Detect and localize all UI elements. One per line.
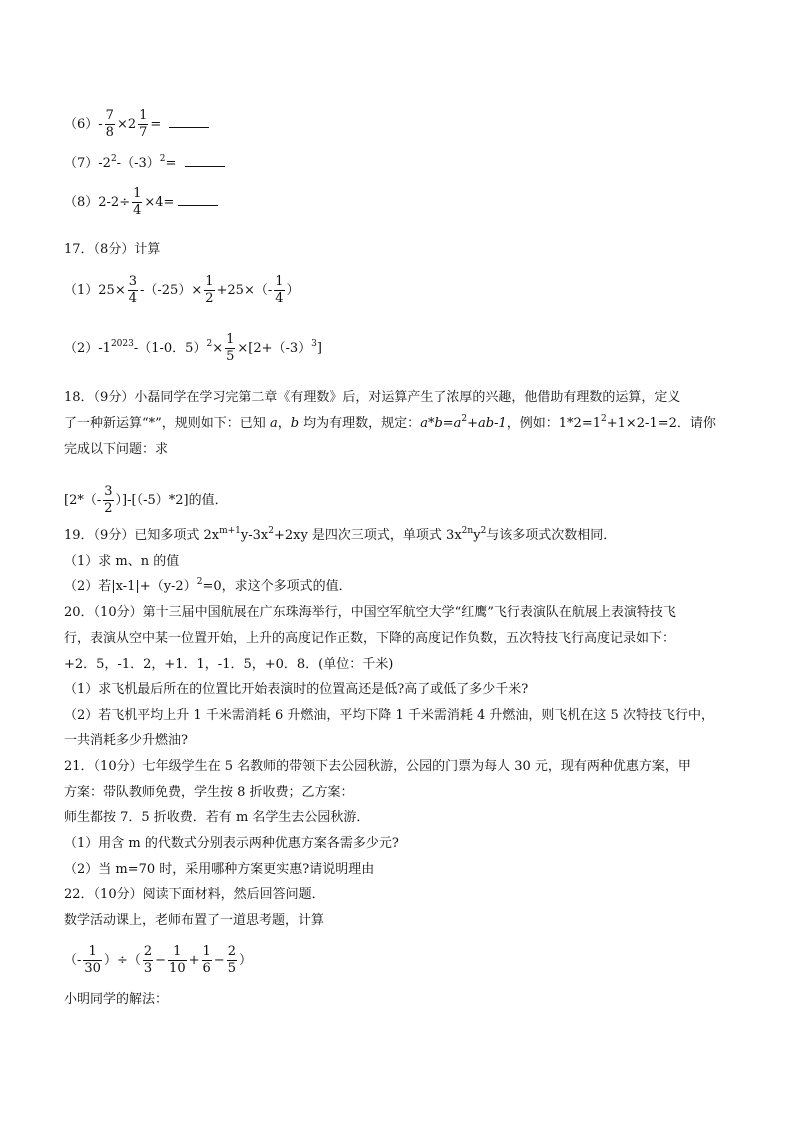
problem-7: $(7)-2^2-(-3)^2=$ [64,154,225,174]
question-22-line-3: 小明同学的解法： [64,992,169,1007]
fraction: $\frac{1}{10}$ [169,944,186,976]
question-20-line-5: （2）若飞机平均上升 1 千米需消耗 6 升燃油，平均下降 1 千米需消耗 4 升燃油，则飞机在这 5 次特技飞行中， [64,708,714,723]
question-21-line-1: 21．（10分）七年级学生在 5 名教师的带领下去公园秋游，公园的门票为每人 30 元，现有两种优惠方案，甲 [64,759,691,774]
question-18-line-4: [2*（- $\frac{3}{2}$ ）]-[（-5）*2]的值． [64,484,228,516]
question-20-line-1: 20．（10分）第十三届中国航展在广东珠海举行，中国空军航空大学“红鹰”飞行表演队在航展上表演特技飞 [64,605,676,620]
problem-6: （6）- $\frac{7}{8}$ ×2 $\frac{1}{7}$ = [64,108,209,141]
answer-blank [185,154,225,167]
answer-blank [178,193,218,206]
question-18-line-1: 18．（9分）小磊同学在学习完第二章《有理数》后，对运算产生了浓厚的兴趣，他借助有理数的运算，定义 [64,390,681,405]
fraction: $\frac{1}{4}$ [275,274,284,306]
question-20-line-4: （1）求飞机最后所在的位置比开始表演时的位置高还是低?高了或低了多少千米? [64,682,529,697]
fraction: $\frac{2}{5}$ [227,944,236,976]
fraction: $\frac{1}{7}$ [139,108,148,140]
question-21-line-3: 师生都按 7．5 折收费．若有 m 名学生去公园秋游． [64,810,370,825]
question-21-line-5: （2）当 m=70 时，采用哪种方案更实惠?请说明理由 [64,862,375,877]
fraction: $\frac{1}{5}$ [226,332,235,364]
question-22-line-2: 数学活动课上，老师布置了一道思考题，计算 [64,913,325,928]
problem-6-label: （6）- [64,117,103,132]
fraction: $\frac{3}{4}$ [128,274,137,306]
fraction: $\frac{1}{30}$ [84,944,101,976]
fraction: $\frac{1}{4}$ [133,186,142,218]
question-17-part-2: $(2)-1^{2023}-(1-0$．5）$^2$× $\frac{1}{5}$ $\times[2+(-3)^3]$ [64,332,322,364]
question-22-expression: （- $\frac{1}{30}$ ）÷（ $\frac{2}{3}$ − $\frac{1}{10}$ + $\frac{1}{6}$ − $\frac{2}{5}$ ） [64,944,252,976]
problem-8: （8）2-2÷ $\frac{1}{4}$ ×4= [64,186,218,219]
fraction: $\frac{1}{6}$ [202,944,211,976]
question-19-line-3: （2）若$|x-1|+(y-2)^2=0$，求这个多项式的值． [64,577,352,594]
question-21-line-4: （1）用含 m 的代数式分别表示两种优惠方案各需多少元? [64,836,399,851]
question-17-part-1: （1）25× $\frac{3}{4}$ -（-25）× $\frac{1}{2}$ +25×（- $\frac{1}{4}$ ） [64,274,300,306]
fraction: $\frac{1}{2}$ [205,274,214,306]
question-22-line-1: 22．（10分）阅读下面材料，然后回答问题． [64,887,325,902]
question-21-line-2: 方案：带队教师免费，学生按 8 折收费；乙方案： [64,785,354,800]
fraction: $\frac{2}{3}$ [143,944,153,976]
question-20-line-2: 行，表演从空中某一位置开始，上升的高度记作正数，下降的高度记作负数，五次特技飞行高度记录如下： [64,631,676,646]
question-19-line-1: 19．（9分）已知多项式 $2x^{m+1}y-3x^2+2xy$ 是四次三项式，单项式 $3x^{2n}y^2$与该多项式次数相同． [64,526,617,543]
question-20-line-3: +2．5，-1．2，+1．1，-1．5，+0．8．(单位：千米) [64,657,394,672]
question-20-line-6: 一共消耗多少升燃油? [64,733,188,748]
question-19-line-2: （1）求 m、n 的值 [64,554,180,569]
question-18-line-2: 了一种新运算“*”，规则如下：已知 a，b 均为有理数，规定：$a*b=a^2+ab-1$，例如：$1*2=1^2+1\times 2-1=2$．请你 [64,414,716,431]
question-18-line-3: 完成以下问题：求 [64,442,169,457]
question-17-title: 17．（8分）计算 [64,242,161,257]
answer-blank [169,115,209,128]
fraction: $\frac{7}{8}$ [105,108,114,140]
fraction: $\frac{3}{2}$ [104,484,113,516]
